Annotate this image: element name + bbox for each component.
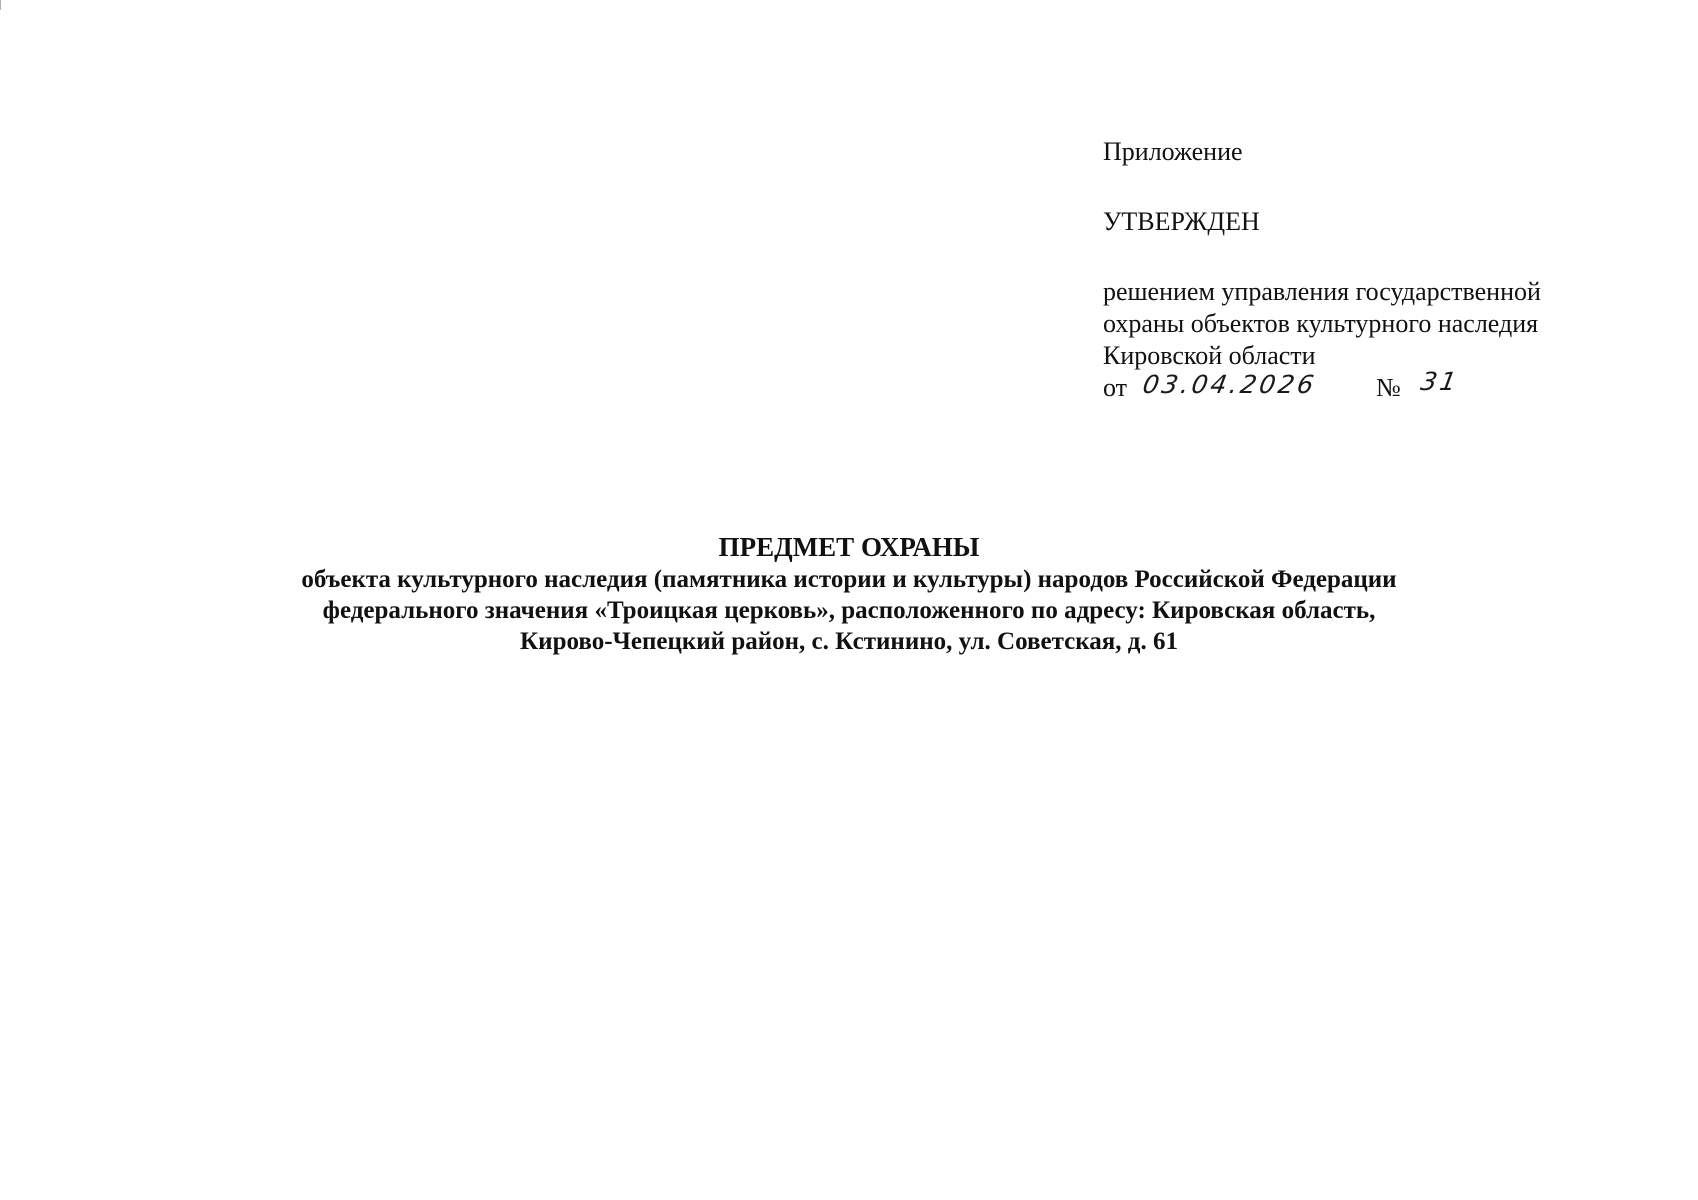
decision-text	[1103, 276, 1663, 372]
title-line: федерального значения «Троицкая церковь», расположенного по адресу: Кировская область,	[322, 597, 1376, 624]
scan-edge-mark	[0, 0, 1, 10]
decision-line: Кировской области	[1103, 341, 1316, 370]
handwritten-number: 31	[1418, 367, 1462, 396]
decision-line: решением управления государственной	[1103, 277, 1541, 306]
number-label: №	[1376, 373, 1401, 402]
decision-line: охраны объектов культурного наследия	[1103, 309, 1539, 338]
date-prefix: от	[1103, 373, 1128, 402]
approved-label: УТВЕРЖДЕН	[1103, 207, 1260, 236]
document-title	[0, 530, 1698, 657]
title-line: объекта культурного наследия (памятника истории и культуры) народов Российской Федерации	[301, 566, 1397, 593]
title-line: Кирово-Чепецкий район, с. Кстинино, ул. Советская, д. 61	[520, 628, 1178, 655]
annex-label: Приложение	[1103, 137, 1243, 166]
title-heading: ПРЕДМЕТ ОХРАНЫ	[718, 532, 980, 562]
handwritten-date: 03.04.2026	[1140, 370, 1319, 399]
